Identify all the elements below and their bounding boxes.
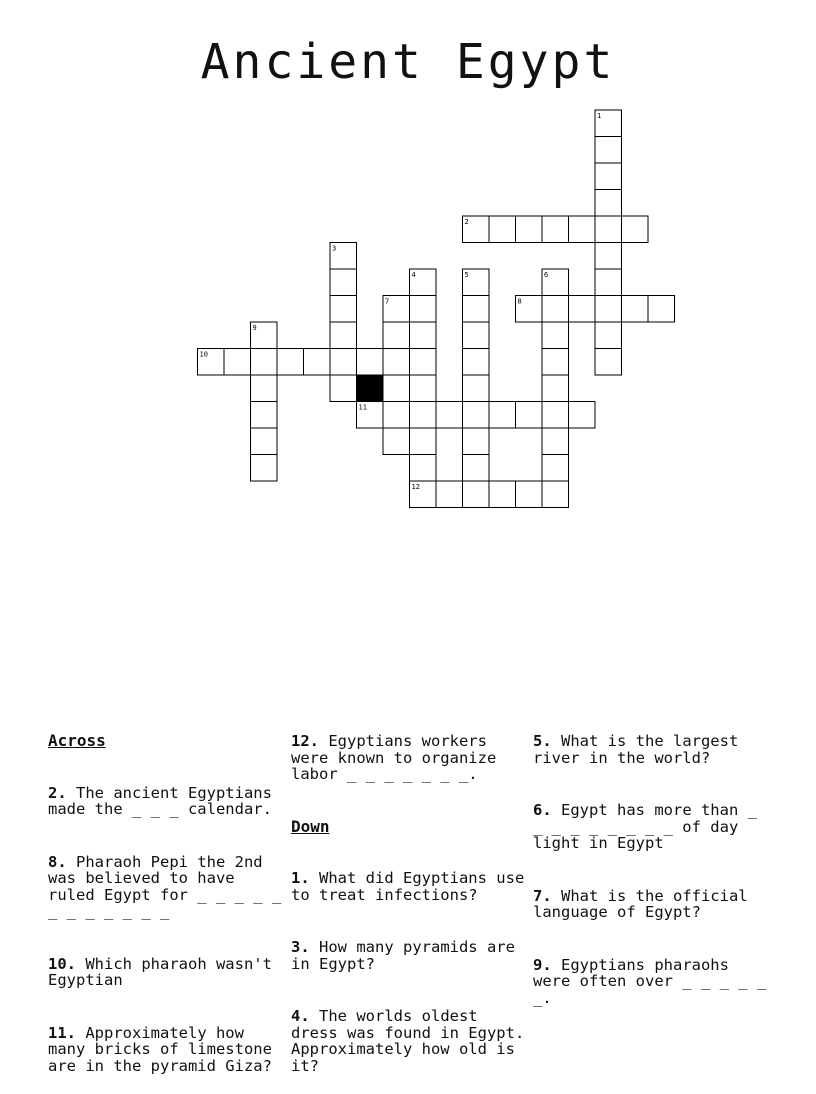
grid-cell[interactable] <box>542 428 569 455</box>
clue-text: What did Egyptians use to treat infections? <box>291 869 534 904</box>
grid-cell[interactable] <box>463 375 490 402</box>
clue-down-5 <box>533 733 768 766</box>
grid-cell[interactable] <box>330 322 357 349</box>
grid-cell[interactable] <box>569 296 596 323</box>
clue-text: Approximately how many bricks of limestone are in the pyramid Giza? <box>48 1023 282 1075</box>
clue-across-11 <box>48 1025 283 1075</box>
across-heading: Across <box>48 731 106 750</box>
grid-cell[interactable] <box>489 481 516 508</box>
grid-cell[interactable] <box>595 269 622 296</box>
puzzle-title: Ancient Egypt <box>200 34 616 90</box>
clues-column-1 <box>48 700 291 1094</box>
clues-column-2 <box>291 700 534 1094</box>
clue-across-8 <box>48 852 291 920</box>
clue-down-6 <box>533 802 768 852</box>
grid-cell[interactable] <box>542 349 569 376</box>
grid-cell[interactable] <box>463 349 490 376</box>
clue-text: Egypt has more than _ _ _ _ _ _ _ _ _ of day light in Egypt <box>533 801 767 852</box>
clue-text: Pharaoh Pepi the 2nd was believed to have ruled Egypt for _ _ _ _ _ _ _ _ _ _ _ _ <box>48 852 291 920</box>
grid-cell[interactable] <box>542 322 569 349</box>
cell-number: 4 <box>411 271 416 279</box>
cell-number: 8 <box>517 297 522 306</box>
grid-cell[interactable] <box>595 243 622 270</box>
clue-number: 12. <box>291 732 319 750</box>
grid-cell[interactable] <box>410 455 437 482</box>
grid-block-cell <box>357 375 384 402</box>
clue-down-9 <box>533 955 776 1007</box>
grid-cell[interactable] <box>542 455 569 482</box>
grid-cell[interactable] <box>330 375 357 402</box>
cell-number: 5 <box>464 271 469 279</box>
grid-cell[interactable] <box>251 375 278 402</box>
clue-number: 5. <box>533 732 552 750</box>
clue-across-12 <box>291 733 526 783</box>
grid-cell[interactable] <box>489 402 516 429</box>
grid-cell[interactable] <box>436 402 463 429</box>
cell-number: 3 <box>332 244 337 253</box>
grid-cell[interactable] <box>383 322 410 349</box>
grid-cell[interactable] <box>410 322 437 349</box>
grid-cell[interactable] <box>330 269 357 296</box>
grid-cell[interactable] <box>410 296 437 323</box>
grid-cell[interactable] <box>383 349 410 376</box>
clue-text: The ancient Egyptians made the _ _ _ calendar. <box>48 783 282 818</box>
clue-down-3 <box>291 939 526 972</box>
grid-cell[interactable] <box>251 455 278 482</box>
cell-number: 12 <box>411 483 420 491</box>
grid-cell[interactable] <box>622 296 649 323</box>
grid-cell[interactable] <box>542 375 569 402</box>
grid-cell[interactable] <box>410 349 437 376</box>
grid-cell[interactable] <box>463 428 490 455</box>
grid-cell[interactable] <box>595 163 622 190</box>
grid-cell[interactable] <box>463 322 490 349</box>
grid-cell[interactable] <box>516 216 543 243</box>
clue-text: What is the largest river in the world? <box>533 732 748 767</box>
grid-cell[interactable] <box>516 481 543 508</box>
grid-cell[interactable] <box>595 216 622 243</box>
clue-number: 8. <box>48 852 67 871</box>
cell-number: 11 <box>358 403 367 412</box>
grid-cell[interactable] <box>569 402 596 429</box>
clue-number: 3. <box>291 938 310 956</box>
grid-cell[interactable] <box>224 349 251 376</box>
grid-cell[interactable] <box>489 216 516 243</box>
clue-number: 6. <box>533 801 552 819</box>
clue-down-7 <box>533 888 768 921</box>
grid-cell[interactable] <box>304 349 331 376</box>
clues-column-3 <box>533 700 776 1026</box>
grid-cell[interactable] <box>410 428 437 455</box>
grid-cell[interactable] <box>463 402 490 429</box>
grid-cell[interactable] <box>383 402 410 429</box>
clue-number: 7. <box>533 886 552 905</box>
clue-number: 1. <box>291 869 310 887</box>
cell-number: 7 <box>385 297 390 306</box>
grid-cell[interactable] <box>463 296 490 323</box>
grid-cell[interactable] <box>516 402 543 429</box>
cell-number: 2 <box>464 218 469 226</box>
grid-cell[interactable] <box>383 428 410 455</box>
grid-cell[interactable] <box>542 402 569 429</box>
grid-cell[interactable] <box>463 455 490 482</box>
grid-cell[interactable] <box>463 481 490 508</box>
grid-cell[interactable] <box>251 402 278 429</box>
grid-cell[interactable] <box>542 216 569 243</box>
grid-cell[interactable] <box>595 296 622 323</box>
grid-cell[interactable] <box>251 349 278 376</box>
clue-down-1 <box>291 869 534 904</box>
clue-text: Egyptians pharaohs were often over _ _ _ _ _ _. <box>533 955 776 1007</box>
clue-number: 11. <box>48 1023 76 1042</box>
grid-cell[interactable] <box>622 216 649 243</box>
cell-number: 1 <box>597 112 602 120</box>
grid-cell[interactable] <box>251 428 278 455</box>
grid-cell[interactable] <box>330 296 357 323</box>
clue-text: Egyptians workers were known to organize labor _ _ _ _ _ _ _. <box>291 732 506 783</box>
grid-cell[interactable] <box>330 349 357 376</box>
clue-text: Which pharaoh wasn't Egyptian <box>48 954 282 989</box>
clue-text: The worlds oldest dress was found in Egypt. Approximately how old is it? <box>291 1007 534 1075</box>
grid-cell[interactable] <box>410 375 437 402</box>
clue-number: 10. <box>48 954 76 973</box>
grid-cell[interactable] <box>410 402 437 429</box>
clue-number: 4. <box>291 1007 310 1025</box>
grid-cell[interactable] <box>542 296 569 323</box>
clue-number: 9. <box>533 955 552 974</box>
cell-number: 6 <box>544 271 549 279</box>
grid-cell[interactable] <box>595 349 622 376</box>
grid-cell[interactable] <box>357 349 384 376</box>
clue-down-4 <box>291 1007 534 1075</box>
cell-number: 10 <box>199 350 208 359</box>
grid-cell[interactable] <box>569 216 596 243</box>
clue-text: How many pyramids are in Egypt? <box>291 938 525 973</box>
down-heading: Down <box>291 816 330 836</box>
grid-cell[interactable] <box>436 481 463 508</box>
grid-cell[interactable] <box>542 481 569 508</box>
grid-cell[interactable] <box>595 190 622 217</box>
grid-cell[interactable] <box>595 322 622 349</box>
clue-text: What is the official language of Egypt? <box>533 886 757 921</box>
grid-cell[interactable] <box>595 137 622 164</box>
clue-across-2 <box>48 785 283 818</box>
grid-cell[interactable] <box>277 349 304 376</box>
cell-number: 9 <box>252 324 257 332</box>
grid-cell[interactable] <box>648 296 675 323</box>
clue-number: 2. <box>48 783 67 802</box>
clue-across-10 <box>48 956 283 989</box>
